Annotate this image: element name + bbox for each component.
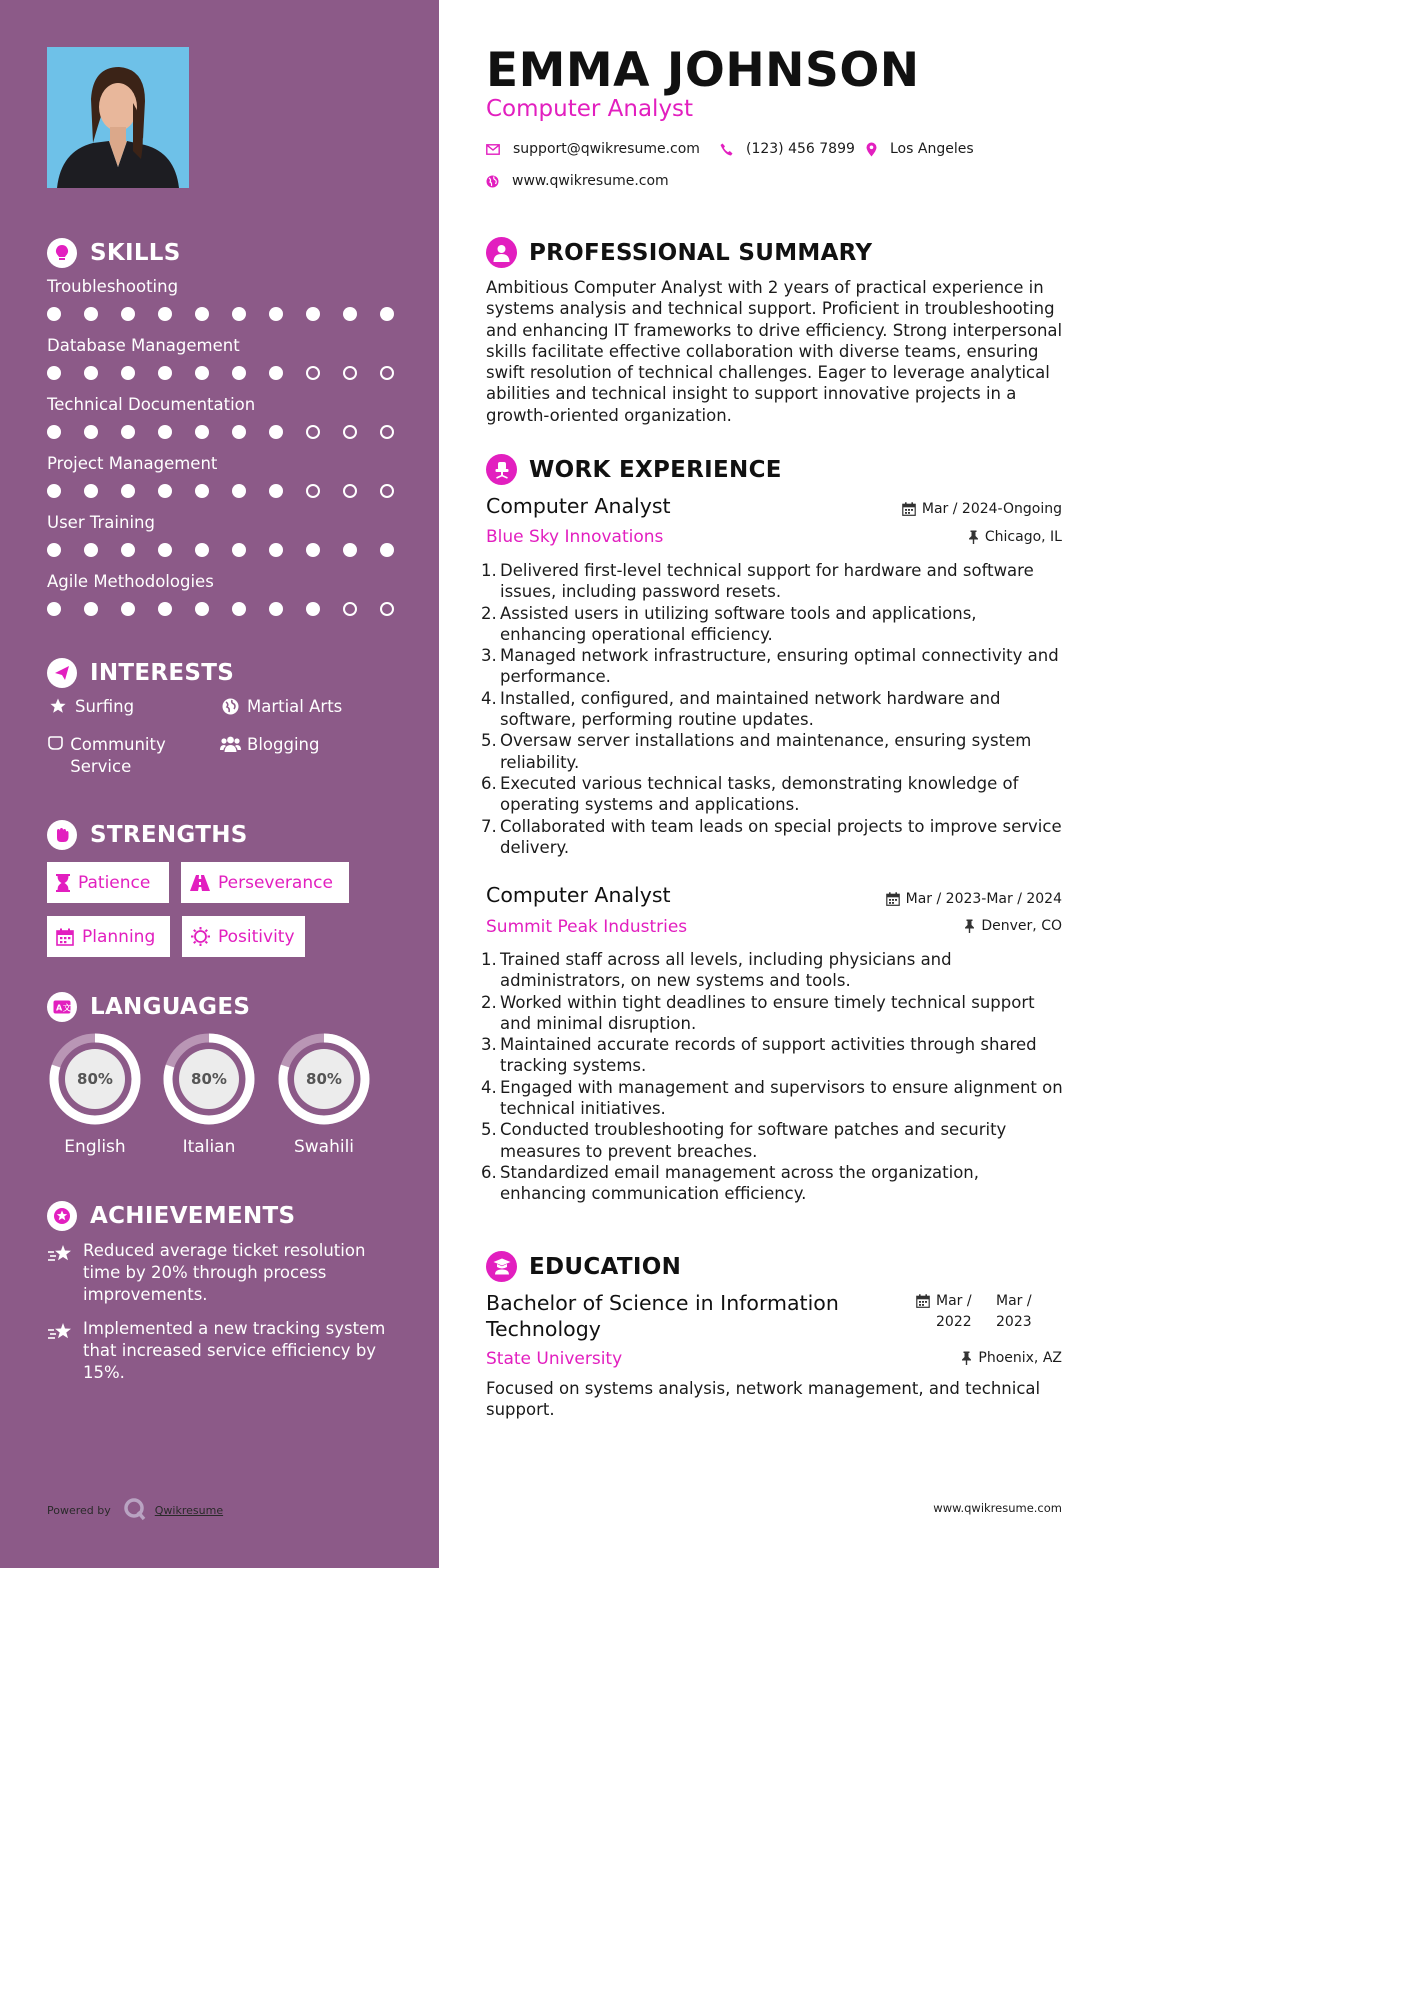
map-pin-icon xyxy=(866,142,877,157)
rating-dot-filled xyxy=(195,484,209,498)
skill-rating xyxy=(47,484,407,500)
rating-dot-filled xyxy=(343,543,357,557)
education-location-text: Phoenix, AZ xyxy=(978,1350,1062,1366)
job-duty-item: 6. Executed various technical tasks, demonstrating knowledge of operating systems and applications. xyxy=(481,773,1066,816)
graduate-icon xyxy=(486,1251,517,1282)
job-duty-text: Engaged with management and supervisors to ensure alignment on technical initiatives. xyxy=(500,1077,1063,1119)
job-duty-text: Collaborated with team leads on special projects to improve service delivery. xyxy=(500,816,1062,857)
rating-dot-empty xyxy=(306,484,320,498)
skill-rating xyxy=(47,425,407,441)
rating-dot-filled xyxy=(121,366,135,380)
summary-heading xyxy=(486,237,872,268)
interests-heading xyxy=(47,658,234,688)
job-duty-item: 4. Installed, configured, and maintained network hardware and software, performing routine updates. xyxy=(481,688,1066,731)
strength-chip-positivity xyxy=(182,916,305,957)
strengths-heading xyxy=(47,820,248,850)
language-percent: 80% xyxy=(77,1070,113,1088)
interests-title: INTERESTS xyxy=(90,660,235,686)
interest-item-community-service xyxy=(47,734,197,778)
rating-dot-filled xyxy=(84,307,98,321)
skill-rating xyxy=(47,307,407,323)
website-text: www.qwikresume.com xyxy=(512,173,669,189)
language-progress-ring xyxy=(161,1031,257,1127)
rating-dot-empty xyxy=(380,602,394,616)
skill-name: User Training xyxy=(47,513,155,532)
job-title: Computer Analyst xyxy=(486,883,671,907)
phone-icon xyxy=(720,143,733,156)
interest-label: Martial Arts xyxy=(247,697,343,716)
rating-dot-filled xyxy=(158,307,172,321)
profile-photo xyxy=(47,47,189,188)
language-item xyxy=(161,1031,257,1157)
rating-dot-filled xyxy=(84,543,98,557)
powered-by-label: Powered by xyxy=(47,1504,111,1517)
strength-chip-planning xyxy=(47,916,170,957)
rating-dot-filled xyxy=(84,484,98,498)
achievement-text: Implemented a new tracking system that increased service efficiency by 15%. xyxy=(83,1319,386,1382)
job-duty-item: 3. Managed network infrastructure, ensuring optimal connectivity and performance. xyxy=(481,645,1066,688)
skills-heading xyxy=(47,238,181,268)
rating-dot-filled xyxy=(306,543,320,557)
rating-dot-filled xyxy=(380,543,394,557)
rating-dot-filled xyxy=(269,307,283,321)
powered-by xyxy=(47,1497,223,1524)
job-location xyxy=(964,918,1062,934)
contact-email[interactable] xyxy=(486,141,700,157)
education-end xyxy=(996,1291,1032,1333)
language-progress-ring xyxy=(276,1031,372,1127)
job-duty-text: Assisted users in utilizing software tools and applications, enhancing operational efficiency. xyxy=(500,603,977,644)
candidate-role: Computer Analyst xyxy=(486,96,694,122)
skill-item xyxy=(47,277,407,323)
job-duty-item: 7. Collaborated with team leads on special projects to improve service delivery. xyxy=(481,816,1066,859)
rating-dot-filled xyxy=(84,602,98,616)
job-duties-list xyxy=(481,560,1066,858)
experience-heading xyxy=(486,454,782,485)
svg-text:A: A xyxy=(56,1003,63,1013)
rating-dot-filled xyxy=(232,543,246,557)
interest-item-surfing xyxy=(47,696,134,718)
job-duty-text: Maintained accurate records of support activities through shared tracking systems. xyxy=(500,1035,1037,1076)
job-duty-text: Standardized email management across the organization, enhancing communication efficiency. xyxy=(500,1162,979,1204)
job-location-text: Chicago, IL xyxy=(984,529,1062,545)
job-duty-item: 5. Oversaw server installations and maintenance, ensuring system reliability. xyxy=(481,730,1066,773)
job-duty-text: Managed network infrastructure, ensuring optimal connectivity and performance. xyxy=(500,646,1059,687)
rating-dot-filled xyxy=(269,602,283,616)
rating-dot-empty xyxy=(380,425,394,439)
strength-label: Planning xyxy=(82,926,156,947)
job-duty-text: Oversaw server installations and maintenance, ensuring system reliability. xyxy=(500,731,1032,772)
envelope-icon xyxy=(486,144,500,155)
rating-dot-filled xyxy=(47,366,61,380)
globe-icon xyxy=(486,175,499,188)
rating-dot-filled xyxy=(84,366,98,380)
contact-website[interactable] xyxy=(486,173,669,189)
skill-name: Technical Documentation xyxy=(47,395,256,414)
road-icon xyxy=(190,875,210,891)
calendar-icon xyxy=(886,892,900,906)
language-icon xyxy=(47,992,77,1022)
lightbulb-icon xyxy=(47,238,77,268)
summary-title: PROFESSIONAL SUMMARY xyxy=(529,239,873,266)
rating-dot-filled xyxy=(195,307,209,321)
calendar-icon xyxy=(916,1291,930,1333)
skill-name: Project Management xyxy=(47,454,218,473)
language-name: English xyxy=(64,1137,126,1157)
skill-item xyxy=(47,336,407,382)
skill-item xyxy=(47,395,407,441)
job-location xyxy=(968,529,1062,545)
rating-dot-filled xyxy=(306,602,320,616)
achievement-item xyxy=(47,1240,407,1306)
paper-plane-icon xyxy=(47,658,77,688)
achievements-heading xyxy=(47,1201,295,1231)
language-item xyxy=(276,1031,372,1157)
rating-dot-filled xyxy=(306,307,320,321)
rating-dot-empty xyxy=(380,484,394,498)
job-dates xyxy=(902,501,1062,517)
rating-dot-filled xyxy=(47,307,61,321)
achievements-title: ACHIEVEMENTS xyxy=(90,1203,296,1229)
candidate-name: EMMA JOHNSON xyxy=(486,43,920,98)
rating-dot-filled xyxy=(232,366,246,380)
location-text: Los Angeles xyxy=(890,141,974,157)
rating-dot-empty xyxy=(306,425,320,439)
rating-dot-filled xyxy=(121,307,135,321)
skill-name: Database Management xyxy=(47,336,240,355)
rating-dot-empty xyxy=(380,366,394,380)
qwikresume-logo-icon xyxy=(123,1497,147,1524)
rating-dot-empty xyxy=(306,366,320,380)
contact-location xyxy=(866,141,974,157)
rating-dot-filled xyxy=(232,425,246,439)
rating-dot-empty xyxy=(343,602,357,616)
education-description: Focused on systems analysis, network management, and technical support. xyxy=(486,1379,1041,1420)
interest-label: Blogging xyxy=(247,735,320,754)
rating-dot-filled xyxy=(158,543,172,557)
skill-rating xyxy=(47,602,407,618)
education-location xyxy=(961,1350,1062,1366)
rating-dot-filled xyxy=(232,484,246,498)
rating-dot-filled xyxy=(232,307,246,321)
rating-dot-filled xyxy=(47,602,61,616)
skill-rating xyxy=(47,366,407,382)
rating-dot-filled xyxy=(232,602,246,616)
strengths-title: STRENGTHS xyxy=(90,822,248,848)
skill-item xyxy=(47,572,407,618)
skill-name: Agile Methodologies xyxy=(47,572,214,591)
job-company: Blue Sky Innovations xyxy=(486,527,664,547)
job-duty-text: Delivered first-level technical support for hardware and software issues, including password resets. xyxy=(500,561,1034,602)
job-dates-text: Mar / 2024-Ongoing xyxy=(921,501,1062,517)
education-dates xyxy=(916,1291,1032,1333)
shooting-star-icon xyxy=(47,1240,73,1306)
education-start xyxy=(936,1291,996,1333)
job-duty-item: 4. Engaged with management and supervisors to ensure alignment on technical initiatives. xyxy=(481,1077,1066,1120)
degree-title: Bachelor of Science in Information Technology xyxy=(486,1291,839,1341)
summary-text: Ambitious Computer Analyst with 2 years of practical experience in systems analysis and technical support. Proficient in troubleshooting and enhancing IT frameworks to drive efficiency. Strong interpersonal skills facilitate effective collaboration with diverse teams, ensuring swift resolution of technical challenges. Eager to leverage analytical abilities and technical insight to support innovative projects in a growth-oriented organization. xyxy=(486,278,1063,425)
rating-dot-filled xyxy=(195,543,209,557)
job-duty-item: 3. Maintained accurate records of support activities through shared tracking systems. xyxy=(481,1034,1066,1077)
job-dates xyxy=(886,891,1062,907)
experience-title: WORK EXPERIENCE xyxy=(529,456,782,483)
rating-dot-empty xyxy=(343,484,357,498)
job-duty-item: 6. Standardized email management across the organization, enhancing communication efficiency. xyxy=(481,1162,1066,1205)
strength-label: Patience xyxy=(78,872,151,893)
rating-dot-filled xyxy=(121,425,135,439)
rating-dot-filled xyxy=(269,543,283,557)
job-title: Computer Analyst xyxy=(486,494,671,518)
rating-dot-filled xyxy=(84,425,98,439)
skill-item xyxy=(47,454,407,500)
rating-dot-filled xyxy=(269,484,283,498)
svg-text:文: 文 xyxy=(63,1003,71,1013)
achievement-text: Reduced average ticket resolution time by 20% through process improvements. xyxy=(83,1241,366,1304)
rating-dot-filled xyxy=(158,602,172,616)
job-duty-text: Worked within tight deadlines to ensure timely technical support and minimal disruption. xyxy=(500,992,1035,1033)
school-name: State University xyxy=(486,1349,623,1369)
job-company: Summit Peak Industries xyxy=(486,917,688,937)
language-percent: 80% xyxy=(191,1070,227,1088)
strength-chip-patience xyxy=(47,862,169,903)
job-duty-text: Conducted troubleshooting for software patches and security measures to prevent breaches. xyxy=(500,1120,1007,1161)
education-end-year: 2023 xyxy=(996,1314,1032,1330)
star-icon xyxy=(47,696,69,714)
education-start-month: Mar / xyxy=(936,1293,972,1309)
job-location-text: Denver, CO xyxy=(981,918,1062,934)
languages-title: LANGUAGES xyxy=(90,994,251,1020)
phone-text: (123) 456 7899 xyxy=(746,141,855,157)
language-percent: 80% xyxy=(306,1070,342,1088)
rating-dot-filled xyxy=(269,366,283,380)
fist-icon xyxy=(47,820,77,850)
language-name: Swahili xyxy=(293,1137,355,1157)
job-duty-item: 5. Conducted troubleshooting for software patches and security measures to prevent breaches. xyxy=(481,1119,1066,1162)
job-dates-text: Mar / 2023-Mar / 2024 xyxy=(905,891,1062,907)
hourglass-icon xyxy=(56,874,70,892)
job-duty-item: 1. Delivered first-level technical support for hardware and software issues, including password resets. xyxy=(481,560,1066,603)
interest-label: Community Service xyxy=(70,735,166,776)
job-duty-text: Installed, configured, and maintained network hardware and software, performing routine updates. xyxy=(500,688,1001,730)
rating-dot-filled xyxy=(47,425,61,439)
language-name: Italian xyxy=(182,1137,236,1157)
rating-dot-filled xyxy=(158,366,172,380)
calendar-icon xyxy=(56,928,74,946)
achievement-item xyxy=(47,1318,407,1384)
strength-label: Perseverance xyxy=(218,872,333,893)
shooting-star-icon xyxy=(47,1318,73,1384)
interest-label: Surfing xyxy=(75,697,135,716)
strength-label: Positivity xyxy=(218,926,295,947)
pushpin-icon xyxy=(968,530,979,544)
education-start-year: 2022 xyxy=(936,1314,972,1330)
users-icon xyxy=(219,734,241,752)
rating-dot-filled xyxy=(121,602,135,616)
rating-dot-filled xyxy=(269,425,283,439)
email-text: support@qwikresume.com xyxy=(513,141,700,157)
education-end-month: Mar / xyxy=(996,1293,1032,1309)
footer-url[interactable]: www.qwikresume.com xyxy=(933,1501,1062,1515)
language-progress-ring xyxy=(47,1031,143,1127)
contact-phone[interactable] xyxy=(720,141,855,157)
interest-item-blogging xyxy=(219,734,319,756)
rating-dot-filled xyxy=(121,543,135,557)
rating-dot-filled xyxy=(343,307,357,321)
pushpin-icon xyxy=(964,919,975,933)
calendar-icon xyxy=(902,502,916,516)
rating-dot-filled xyxy=(158,484,172,498)
hand-icon xyxy=(47,734,64,751)
rating-dot-filled xyxy=(195,425,209,439)
skill-item xyxy=(47,513,407,559)
rating-dot-empty xyxy=(343,425,357,439)
pushpin-icon xyxy=(961,1351,972,1365)
rating-dot-filled xyxy=(195,366,209,380)
skills-title: SKILLS xyxy=(90,240,181,266)
language-item xyxy=(47,1031,143,1157)
rating-dot-filled xyxy=(195,602,209,616)
education-heading xyxy=(486,1251,681,1282)
job-duty-text: Executed various technical tasks, demonstrating knowledge of operating systems and applications. xyxy=(500,773,1019,815)
sidebar xyxy=(0,0,439,1568)
rating-dot-filled xyxy=(121,484,135,498)
education-title: EDUCATION xyxy=(529,1253,682,1280)
rating-dot-filled xyxy=(47,484,61,498)
job-duty-item: 2. Worked within tight deadlines to ensure timely technical support and minimal disruption. xyxy=(481,992,1066,1035)
interest-item-martial-arts xyxy=(219,696,342,718)
qwikresume-link[interactable]: Qwikresume xyxy=(154,1504,224,1517)
job-duty-item: 2. Assisted users in utilizing software tools and applications, enhancing operational efficiency. xyxy=(481,603,1066,646)
job-duty-text: Trained staff across all levels, including physicians and administrators, on new systems and tools. xyxy=(500,950,952,991)
strength-chip-perseverance xyxy=(181,862,349,903)
user-icon xyxy=(486,237,517,268)
office-chair-icon xyxy=(486,454,517,485)
rating-dot-empty xyxy=(343,366,357,380)
rating-dot-filled xyxy=(158,425,172,439)
job-duty-item: 1. Trained staff across all levels, including physicians and administrators, on new systems and tools. xyxy=(481,949,1066,992)
sun-icon xyxy=(191,927,210,946)
skill-rating xyxy=(47,543,407,559)
languages-heading xyxy=(47,992,250,1022)
rating-dot-filled xyxy=(380,307,394,321)
globe-icon xyxy=(219,696,241,715)
rating-dot-filled xyxy=(47,543,61,557)
job-duties-list xyxy=(481,949,1066,1205)
medal-star-icon xyxy=(47,1201,77,1231)
skill-name: Troubleshooting xyxy=(47,277,179,296)
